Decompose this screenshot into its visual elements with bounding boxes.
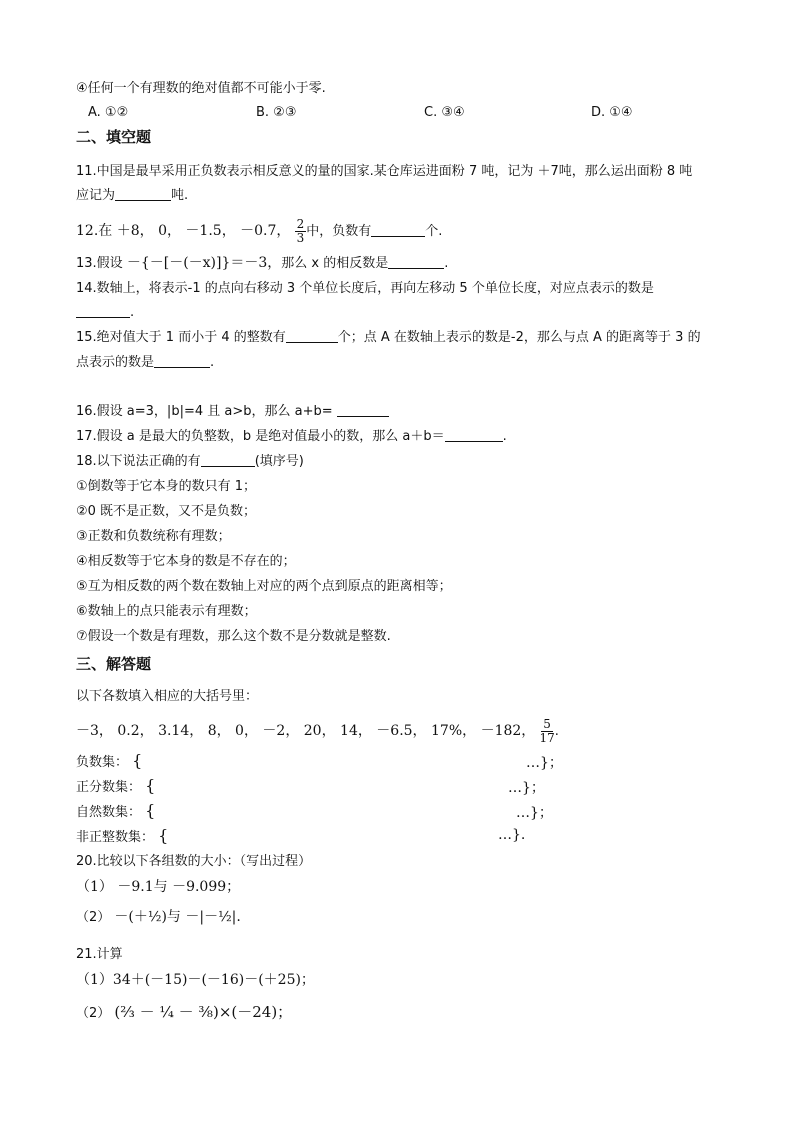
q15-text-b: 个；点 A 在数轴上表示的数是-2，那么与点 A 的距离等于 3 的 [337,330,701,345]
q16-line [76,403,389,421]
set-natural-close: …}； [516,805,553,821]
q18-item-5: ⑤互为相反数的两个数在数轴上对应的两个点到原点的距离相等； [76,579,452,594]
set-positive-fraction-close: …}； [508,780,545,796]
q20-part-2-expression: －(＋½)与 －|－½|. [114,909,241,925]
q17-text-a: 17.假设 a 是最大的负整数，b 是绝对值最小的数，那么 a＋b＝ [76,429,445,444]
q10-item-4: ④任何一个有理数的绝对值都不可能小于零. [76,81,326,96]
q12-fraction [295,218,307,245]
q10-option-b: B. ②③ [256,105,297,120]
set-nonpositive-integer-open: { [158,826,169,845]
q14-text-end: . [130,305,135,320]
q15-line-1 [76,329,701,347]
q12-text-a: 12.在 ＋8， 0， －1.5， －0.7， [76,223,291,239]
set-nonpositive-integer-label: 非正整数集： [76,830,155,845]
q10-option-c: C. ③④ [424,105,465,120]
q19-fraction [539,718,554,745]
q15-answer-blank-1[interactable] [286,329,338,343]
q19-frac-den: 17 [539,731,555,745]
set-positive-fraction-label: 正分数集： [76,780,142,795]
q21-part-2-expression: (⅔ － ¼ － ⅜)×(－24)； [114,1003,293,1021]
q18-item-7: ⑦假设一个数是有理数，那么这个数不是分数就是整数. [76,629,391,644]
q12-text-b: 中，负数有 [306,224,372,239]
set-negative-close: …}； [526,755,563,771]
q18-text-a: 18.以下说法正确的有 [76,454,201,469]
set-natural-label: 自然数集： [76,805,142,820]
q18-item-3: ③正数和负数统称有理数； [76,529,231,544]
q13-text-c: . [444,256,449,271]
q14-answer-blank[interactable] [76,304,130,318]
q17-answer-blank[interactable] [445,428,503,442]
set-natural [76,802,155,822]
q17-line [76,428,507,446]
q14-line-2 [76,304,134,322]
q11-answer-blank[interactable] [115,187,171,201]
set-nonpositive-integer-close: …}. [498,827,526,843]
q21-part-2 [76,1003,292,1023]
q15-text-a: 15.绝对值大于 1 而小于 4 的整数有 [76,330,286,345]
q21-part-2-label: （2） [76,1006,111,1021]
q13-line [76,254,448,273]
q20-title: 20.比较以下各组数的大小：（写出过程） [76,854,312,869]
q18-item-6: ⑥数轴上的点只能表示有理数； [76,604,257,619]
q15-text-c: 点表示的数是 [76,355,155,370]
q18-text-b: (填序号) [254,454,304,469]
q18-item-4: ④相反数等于它本身的数是不存在的； [76,554,296,569]
set-positive-fraction-open: { [145,776,156,795]
q18-answer-blank[interactable] [201,453,255,467]
q12-frac-den: 3 [296,231,305,245]
section-3-title: 三、解答题 [76,655,152,673]
set-natural-open: { [145,801,156,820]
set-negative [76,752,142,772]
section-2-title: 二、填空题 [76,128,152,146]
q13-text-b: 那么 x 的相反数是 [281,256,389,271]
q19-intro: 以下各数填入相应的大括号里： [76,689,259,704]
q18-item-1: ①倒数等于它本身的数只有 1； [76,479,257,494]
q20-part-2-label: （2） [76,910,111,925]
q20-part-2 [76,908,241,927]
q13-text-a: 13.假设 [76,256,123,271]
q21-title: 21.计算 [76,947,123,962]
q11-text-a: 应记为 [76,188,116,203]
q15-answer-blank-2[interactable] [154,354,210,368]
q13-answer-blank[interactable] [388,255,444,269]
q10-option-a: A. ①② [88,105,129,120]
set-negative-open: { [132,751,143,770]
q12-text-c: 个. [425,224,443,239]
q19-numbers-line [76,718,559,745]
q19-end: . [554,724,559,739]
q18-line [76,453,304,471]
q20-part-1: （1） －9.1与 －9.099； [76,879,241,895]
q12-line [76,218,442,245]
set-positive-fraction [76,777,155,797]
q19-numbers: －3， 0.2， 3.14， 8， 0， －2， 20， 14， －6.5， 17%， －182， [76,723,536,739]
q10-option-d: D. ①④ [591,105,633,120]
set-nonpositive-integer [76,827,168,847]
q16-answer-blank[interactable] [337,403,389,417]
q11-line-1: 11.中国是最早采用正负数表示相反意义的量的国家.某仓库运进面粉 7 吨，记为 ＋7吨，那么运出面粉 8 吨 [76,164,693,179]
q11-line-2 [76,187,188,205]
set-negative-label: 负数集： [76,755,129,770]
q18-item-2: ②0 既不是正数，又不是负数； [76,504,257,519]
q11-text-b: 吨. [171,188,189,203]
q13-expression: －{－[－(－x)]}＝－3， [126,255,282,271]
q17-text-b: . [502,429,507,444]
q21-part-1: （1）34＋(－15)－(－16)－(＋25)； [76,972,315,988]
q16-text: 16.假设 a=3，|b|=4 且 a>b，那么 a+b= [76,404,333,419]
q12-frac-num: 2 [296,217,305,231]
q15-line-2 [76,354,214,372]
q19-frac-num: 5 [543,717,551,731]
q15-text-d: . [210,355,215,370]
q14-line-1: 14.数轴上，将表示-1 的点向右移动 3 个单位长度后，再向左移动 5 个单位长度，对应点表示的数是 [76,281,654,296]
q12-answer-blank[interactable] [371,223,425,237]
